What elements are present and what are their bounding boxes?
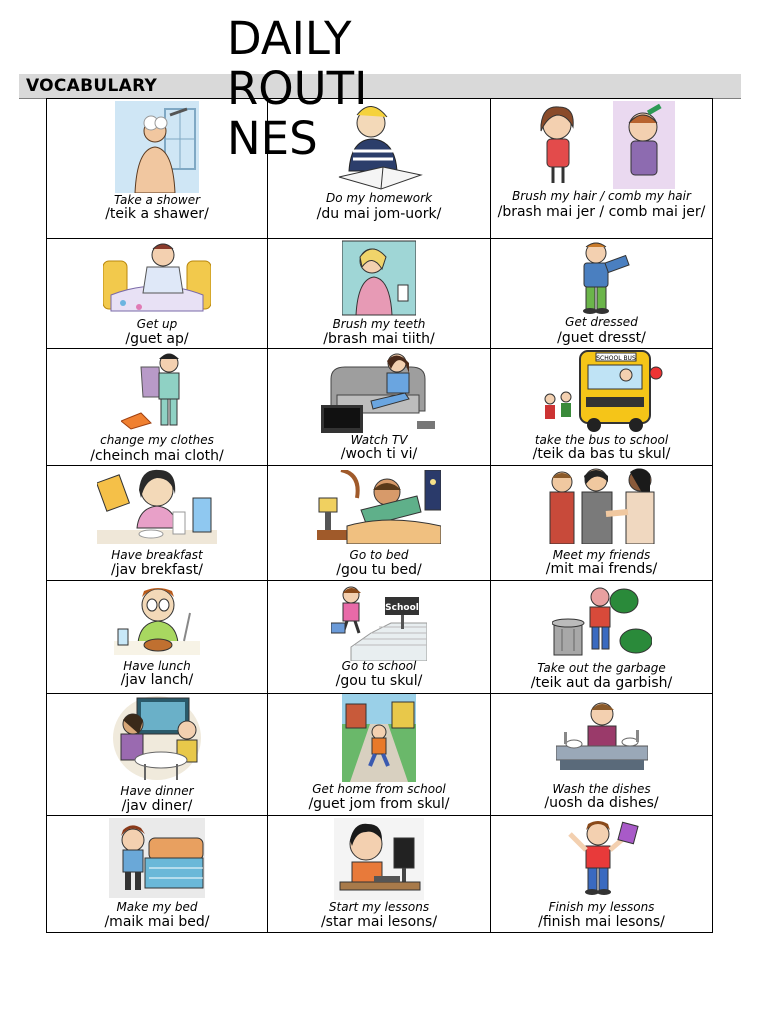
vocab-english: Take a shower <box>113 193 201 207</box>
vocab-phonetic: /brash mai jer / comb mai jer/ <box>495 205 708 220</box>
vocab-cell <box>47 466 268 581</box>
garbage-icon <box>552 583 652 659</box>
finish-icon <box>564 818 640 898</box>
table-row <box>47 349 713 466</box>
vocab-phonetic: /guet ap/ <box>51 332 263 347</box>
vocab-phonetic: /uosh da dishes/ <box>495 796 708 811</box>
shower-icon <box>115 101 199 193</box>
table-row <box>47 466 713 581</box>
vocab-phonetic: /star mai lesons/ <box>272 915 486 930</box>
vocab-cell <box>268 816 491 933</box>
table-row <box>47 239 713 349</box>
vocab-cell <box>47 816 268 933</box>
vocabulary-table <box>46 98 713 933</box>
toothbrush-icon <box>342 239 416 317</box>
vocab-english: Get up <box>136 317 178 331</box>
breakfast-icon <box>97 468 217 544</box>
vocab-cell <box>491 581 713 694</box>
vocab-cell <box>47 349 268 466</box>
vocab-phonetic: /teik da bas tu skul/ <box>495 447 708 462</box>
hair-icon <box>527 101 677 189</box>
vocab-cell <box>268 581 491 694</box>
vocab-english: Have breakfast <box>111 548 203 562</box>
vocab-english: Brush my hair / comb my hair <box>512 189 691 203</box>
vocab-phonetic: /finish mai lesons/ <box>495 915 708 930</box>
vocab-english: Finish my lessons <box>548 900 655 914</box>
friends-icon <box>546 468 658 544</box>
vocab-cell <box>268 694 491 816</box>
tv-icon <box>321 349 437 433</box>
vocab-english: Meet my friends <box>552 548 651 562</box>
vocab-cell <box>47 239 268 349</box>
svg-text:School: School <box>385 603 419 613</box>
vocab-cell <box>268 466 491 581</box>
vocab-phonetic: /jav brekfast/ <box>51 563 263 578</box>
make-bed-icon <box>109 818 205 898</box>
vocab-phonetic: /gou tu skul/ <box>272 674 486 689</box>
vocab-english: Have dinner <box>120 784 194 798</box>
vocab-english: Get home from school <box>312 782 446 796</box>
vocab-english: Do my homework <box>325 191 433 205</box>
vocab-phonetic: /guet dresst/ <box>495 331 708 346</box>
vocab-english: Go to school <box>341 659 417 673</box>
vocab-cell <box>47 581 268 694</box>
vocab-cell <box>491 816 713 933</box>
svg-text:SCHOOL BUS: SCHOOL BUS <box>595 355 636 362</box>
vocab-phonetic: /gou tu bed/ <box>272 563 486 578</box>
school-bus-icon <box>540 349 664 433</box>
vocab-cell <box>47 694 268 816</box>
vocab-english: Make my bed <box>116 900 198 914</box>
dishes-icon <box>556 698 648 772</box>
vocab-phonetic: /cheinch mai cloth/ <box>51 449 263 464</box>
vocab-cell <box>268 349 491 466</box>
vocab-english: Wash the dishes <box>552 782 651 796</box>
vocab-english: Get dressed <box>565 315 638 329</box>
bed-icon <box>317 470 441 544</box>
vocab-english: Go to bed <box>349 548 409 562</box>
page-title: DAILY ROUTINES <box>227 12 368 165</box>
table-row <box>47 99 713 239</box>
vocab-phonetic: /woch ti vi/ <box>272 447 486 462</box>
vocab-phonetic: /teik a shawer/ <box>51 207 263 222</box>
vocab-english: take the bus to school <box>534 433 669 447</box>
vocab-cell <box>491 694 713 816</box>
vocab-english: change my clothes <box>100 433 214 447</box>
vocab-phonetic: /du mai jom-uork/ <box>272 207 486 222</box>
vocab-cell <box>268 239 491 349</box>
vocab-phonetic: /mit mai frends/ <box>495 562 708 577</box>
vocab-english: Start my lessons <box>328 900 430 914</box>
vocab-cell <box>491 239 713 349</box>
vocab-cell <box>491 466 713 581</box>
get-up-icon <box>103 237 211 317</box>
vocab-phonetic: /jav diner/ <box>51 799 263 814</box>
dressing-icon <box>572 239 632 315</box>
vocab-cell <box>491 99 713 239</box>
school-icon <box>331 583 427 661</box>
vocab-phonetic: /guet jom from skul/ <box>272 797 486 812</box>
vocab-phonetic: /maik mai bed/ <box>51 915 263 930</box>
vocab-english: Watch TV <box>350 433 408 447</box>
lunch-icon <box>114 583 200 655</box>
vocab-phonetic: /brash mai tiith/ <box>272 332 486 347</box>
home-path-icon <box>342 694 416 782</box>
clothes-icon <box>121 351 193 431</box>
section-label: VOCABULARY <box>26 76 158 96</box>
section-header-bar <box>19 74 741 99</box>
vocab-cell <box>491 349 713 466</box>
vocab-phonetic: /jav lanch/ <box>51 673 263 688</box>
computer-icon <box>334 818 424 900</box>
dinner-icon <box>111 694 203 782</box>
table-row <box>47 816 713 933</box>
table-row <box>47 581 713 694</box>
vocab-phonetic: /teik aut da garbish/ <box>495 676 708 691</box>
vocab-english: Brush my teeth <box>332 317 426 331</box>
table-row <box>47 694 713 816</box>
vocab-english: Have lunch <box>123 659 191 673</box>
vocab-english: Take out the garbage <box>537 661 666 675</box>
